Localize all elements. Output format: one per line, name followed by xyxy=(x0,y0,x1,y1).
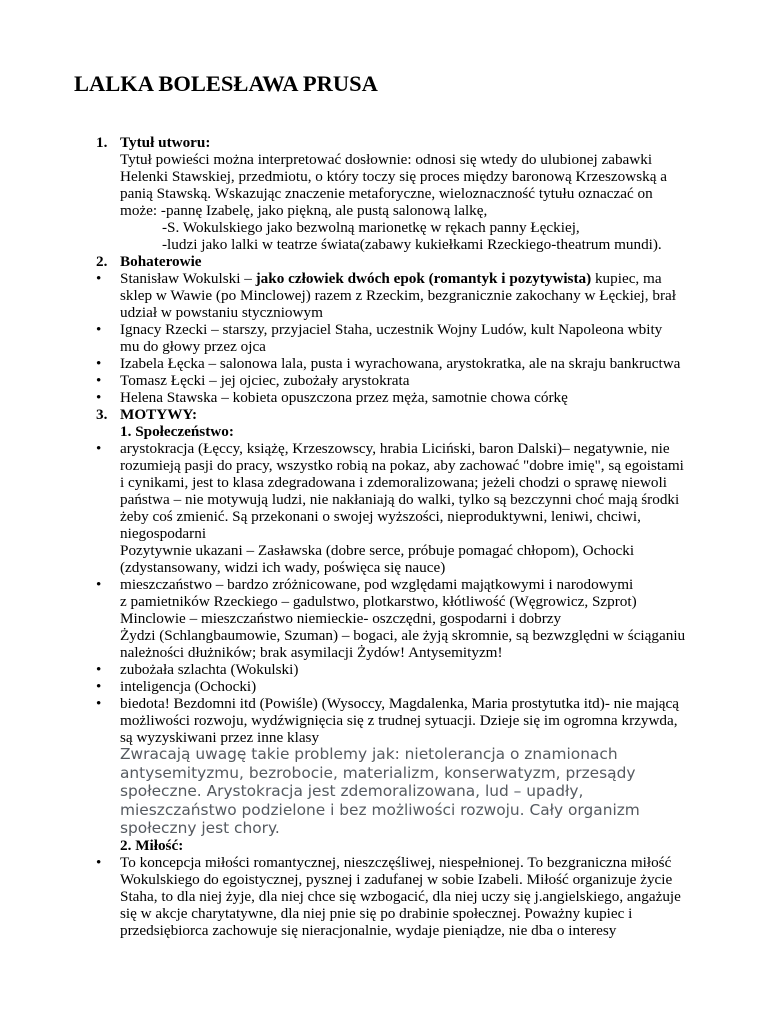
bullet-icon: • xyxy=(96,321,102,338)
paragraph-line: państwa – nie motywują ludzi, nie nakłaniają do walki, tylko są bezczynni choć mają środki xyxy=(120,491,680,508)
paragraph-line: Pozytywnie ukazani – Zasławska (dobre serce, próbuje pomagać chłopom), Ochocki xyxy=(120,542,635,559)
summary-line: antysemityzmu, bezrobocie, materializm, konserwatyzm, przesądy xyxy=(120,764,636,782)
paragraph-line: mu do głowy przez ojca xyxy=(120,338,266,355)
list-item-arystokracja: arystokracja (Łęccy, książę, Krzeszowscy, hrabia Liciński, baron Dalski)– negatywnie, nie xyxy=(120,440,670,457)
paragraph-line: -ludzi jako lalki w teatrze świata(zabawy kukiełkami Rzeckiego-theatrum mundi). xyxy=(162,236,662,253)
list-item-milosc: To koncepcja miłości romantycznej, nieszczęśliwej, niespełnionej. To bezgraniczna miłość xyxy=(120,854,672,871)
paragraph-line: sklep w Wawie (po Minclowej) razem z Rzeckim, bezgranicznie zakochany w Łęckiej, brał xyxy=(120,287,676,304)
summary-line: społeczny jest chory. xyxy=(120,819,280,837)
summary-line: mieszczaństwo podzielone i bez możliwości rozwoju. Cały organizm xyxy=(120,801,640,819)
paragraph-line: możliwości rozwoju, wydźwignięcia się z trudnej sytuacji. Dzieje się im ogromna krzywda, xyxy=(120,712,678,729)
list-item-tomasz: Tomasz Łęcki – jej ojciec, zubożały arystokrata xyxy=(120,372,410,389)
section-3-heading: MOTYWY: xyxy=(120,406,198,423)
paragraph-line: Żydzi (Schlangbaumowie, Szuman) – bogaci, ale żyją skromnie, są bezwzględni w ściąganiu xyxy=(120,627,686,644)
paragraph-line: przedsiębiorca zachowuje się nieracjonalnie, wydaje pieniądze, nie dba o interesy xyxy=(120,922,617,939)
bullet-icon: • xyxy=(96,661,102,678)
bullet-icon: • xyxy=(96,695,102,712)
paragraph-line: rozumieją pasji do pracy, wszystko robią na pokaz, aby zachować "dobre imię", są egoistami xyxy=(120,457,684,474)
paragraph-line: może: -pannę Izabelę, jako piękną, ale pustą salonową lalkę, xyxy=(120,202,488,219)
bullet-icon: • xyxy=(96,576,102,593)
paragraph-line: udział w powstaniu styczniowym xyxy=(120,304,323,321)
document-title: LALKA BOLESŁAWA PRUSA xyxy=(74,71,378,96)
list-item-szlachta: zubożała szlachta (Wokulski) xyxy=(120,661,299,678)
section-1-heading: Tytuł utworu: xyxy=(120,134,211,151)
section-2-number: 2. xyxy=(96,253,108,270)
list-item-emphasis: jako człowiek dwóch epok (romantyk i pozytywista) xyxy=(255,270,592,287)
list-item-inteligencja: inteligencja (Ochocki) xyxy=(120,678,257,695)
paragraph-line: się w akcje charytatywne, dla niej pnie się po drabinie społecznej. Poważny kupiec i xyxy=(120,905,633,922)
paragraph-line: Tytuł powieści można interpretować dosłownie: odnosi się wtedy do ulubionej zabawki xyxy=(120,151,653,168)
paragraph-line: (zdystansowany, widzi ich wady, poświęca się nauce) xyxy=(120,559,446,576)
subsection-heading: 1. Społeczeństwo: xyxy=(120,423,234,440)
subsection-heading: 2. Miłość: xyxy=(120,837,184,854)
bullet-icon: • xyxy=(96,270,102,287)
list-item-text: Stanisław Wokulski – xyxy=(120,270,256,287)
paragraph-line: Minclowie – mieszczaństwo niemieckie- oszczędni, gospodarni i dobrzy xyxy=(120,610,562,627)
paragraph-line: Wokulskiego do egoistycznej, pysznej i zadufanej w sobie Izabeli. Miłość organizuje życie xyxy=(120,871,673,888)
bullet-icon: • xyxy=(96,372,102,389)
summary-line: społeczne. Arystokracja jest zdemoralizowana, lud – upadły, xyxy=(120,782,584,800)
paragraph-line: Helenki Stawskiej, przedmiotu, o który toczy się proces między baronową Krzeszowską a xyxy=(120,168,668,185)
bullet-icon: • xyxy=(96,389,102,406)
list-item-izabela: Izabela Łęcka – salonowa lala, pusta i wyrachowana, arystokratka, ale na skraju bankructwa xyxy=(120,355,681,372)
paragraph-line: -S. Wokulskiego jako bezwolną marionetkę w rękach panny Łęckiej, xyxy=(162,219,580,236)
paragraph-line: panią Stawską. Wskazując znaczenie metaforyczne, wieloznaczność tytułu oznaczać on xyxy=(120,185,653,202)
bullet-icon: • xyxy=(96,355,102,372)
bullet-icon: • xyxy=(96,854,102,871)
bullet-icon: • xyxy=(96,678,102,695)
paragraph-line: należności dłużników; brak asymilacji Żydów! Antysemityzm! xyxy=(120,644,503,661)
list-item-text: kupiec, ma xyxy=(591,270,662,287)
paragraph-line: z pamietników Rzeckiego – gadulstwo, plotkarstwo, kłótliwość (Węgrowicz, Szprot) xyxy=(120,593,637,610)
paragraph-line: są wyzyskiwani przez inne klasy xyxy=(120,729,320,746)
list-item-rzecki: Ignacy Rzecki – starszy, przyjaciel Staha, uczestnik Wojny Ludów, kult Napoleona wbity xyxy=(120,321,663,338)
list-item-helena: Helena Stawska – kobieta opuszczona przez męża, samotnie chowa córkę xyxy=(120,389,568,406)
summary-line: Zwracają uwagę takie problemy jak: nietolerancja o znamionach xyxy=(120,745,618,763)
paragraph-line: Staha, to dla niej żyje, dla niej chce się wzbogacić, dla niej uczy się j.angielskiego, angażuje xyxy=(120,888,681,905)
list-item-mieszczanstwo: mieszczaństwo – bardzo zróżnicowane, pod względami majątkowymi i narodowymi xyxy=(120,576,634,593)
paragraph-line: niegospodarni xyxy=(120,525,207,542)
bullet-icon: • xyxy=(96,440,102,457)
section-2-heading: Bohaterowie xyxy=(120,253,202,270)
list-item-wokulski xyxy=(120,270,662,287)
list-item-biedota: biedota! Bezdomni itd (Powiśle) (Wysoccy, Magdalenka, Maria prostytutka itd)- nie mającą xyxy=(120,695,680,712)
section-3-number: 3. xyxy=(96,406,108,423)
section-1-number: 1. xyxy=(96,134,108,151)
paragraph-line: i cynikami, jest to klasa zdegradowana i zdemoralizowana; jeżeli chodzi o sprawę niewoli xyxy=(120,474,667,491)
paragraph-line: żeby coś zmienić. Są przekonani o swojej wyższości, nieproduktywni, leniwi, chciwi, xyxy=(120,508,641,525)
